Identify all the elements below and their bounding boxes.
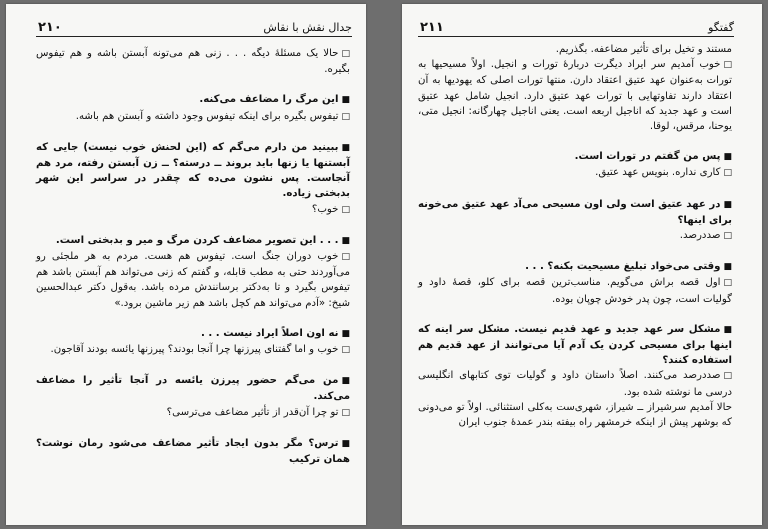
- paragraph-gap: [36, 311, 350, 326]
- paragraph-text: ببینید من دارم می‌گم که (این لحنش خوب نیست) جایی که آبستنها یا زنها باید بروند ــ درسته؟ ــ زن آبستن رفته، مرد هم آنجاست. پس نشون می‌ده که چقدر در سراسر این شهر بدبختی زیاده.: [36, 141, 350, 200]
- left-page: [6, 4, 366, 525]
- paragraph-text: در عهد عتیق است ولی اون مسیحی می‌آد عهد عتیق می‌خونه برای اینها؟: [418, 198, 732, 226]
- interviewer-question: [418, 322, 732, 369]
- right-page-header: [418, 16, 734, 37]
- right-page-number: ۲۱۱: [420, 20, 444, 35]
- paragraph-text: مستند و تخیل برای تأثیر مضاعفه. بگذریم.: [555, 44, 732, 55]
- paragraph-text: خوب دوران جنگ است. تیفوس هم هست. مردم به هر ملجئی رو می‌آوردند حتی به مطب قابله، و گفتم که زنی می‌تواند هم آبستن باشد هم تیفوس بگیرد و تا به‌دکتر برسانندش مرده باشد. به‌قول دکتر عبدالحسین شیخ: «آدم می‌تواند هم کچل باشد هم زیر ماشین برود.»: [36, 251, 350, 309]
- filled-square-icon: ■: [341, 142, 350, 153]
- paragraph-gap: [36, 125, 350, 140]
- paragraph-text: کاری نداره. بنویس عهد عتیق.: [595, 167, 721, 179]
- paragraph-text: حالا یک مسئلهٔ دیگه . . . زنی هم می‌تونه آبستن باشه و هم تیفوس بگیره.: [36, 48, 350, 76]
- filled-square-icon: ■: [341, 376, 350, 387]
- filled-square-icon: ■: [723, 199, 732, 210]
- author-answer: [418, 228, 732, 244]
- author-answer: [36, 342, 350, 358]
- author-answer: [36, 405, 350, 421]
- paragraph-text: خوب و اما گفتنای پیرزنها چرا آنجا بودند؟ پیرزنها یائسه بودند آقاجون.: [50, 344, 339, 356]
- paragraph-gap: [418, 134, 732, 149]
- hollow-square-icon: □: [723, 231, 732, 242]
- filled-square-icon: ■: [341, 328, 350, 339]
- interviewer-question: [36, 92, 350, 108]
- paragraph-gap: [418, 182, 732, 197]
- filled-square-icon: ■: [341, 235, 350, 246]
- paragraph-text: پس من گفتم در تورات است.: [574, 151, 721, 163]
- hollow-square-icon: □: [341, 407, 350, 418]
- paragraph-text: نه اون اصلاً ایراد نیست . . .: [200, 327, 339, 339]
- paragraph-text: این مرگ را مضاعف می‌کنه.: [199, 94, 339, 106]
- filled-square-icon: ■: [341, 95, 350, 106]
- author-answer: [418, 57, 732, 134]
- paragraph-text: مشکل سر عهد جدید و عهد قدیم نیست. مشکل سر اینه که اینها برای مسیحی کردن یک آدم آیا می‌توانند از عهد قدیم هم استفاده کنند؟: [418, 323, 732, 367]
- paragraph-text: خوب؟: [311, 203, 339, 215]
- hollow-square-icon: □: [341, 345, 350, 356]
- author-answer: [418, 275, 732, 306]
- author-answer: [36, 202, 350, 218]
- paragraph-text: وقتی می‌خواد تبلیغ مسیحیت بکنه؟ . . .: [525, 261, 721, 273]
- continued-text: [418, 400, 732, 430]
- continued-text: [418, 42, 732, 57]
- left-page-header: [36, 16, 352, 37]
- paragraph-gap: [36, 421, 350, 436]
- right-page-text: [418, 42, 732, 521]
- author-answer: [36, 46, 350, 77]
- paragraph-text: من می‌گم حضور پیرزن یائسه در آنجا تأثیر را مضاعف می‌کند.: [36, 375, 350, 403]
- right-page-title: گفتگو: [708, 21, 734, 34]
- paragraph-text: تو چرا آن‌قدر از تأثیر مضاعف می‌ترسی؟: [166, 406, 339, 418]
- paragraph-gap: [36, 218, 350, 233]
- interviewer-question: [418, 197, 732, 228]
- paragraph-gap: [418, 307, 732, 322]
- hollow-square-icon: □: [341, 49, 350, 59]
- paragraph-text: اول قصه براش می‌گویم. مناسب‌ترین قصه برای کلو، قصهٔ داود و گولیات است، چون پدر خودش چوپان بوده.: [418, 277, 732, 305]
- paragraph-text: . . . این تصویر مضاعف کردن مرگ و میر و بدبختی است.: [55, 234, 339, 246]
- filled-square-icon: ■: [341, 438, 350, 449]
- interviewer-question: [36, 436, 350, 467]
- interviewer-question: [36, 140, 350, 202]
- hollow-square-icon: □: [341, 111, 350, 122]
- filled-square-icon: ■: [723, 152, 732, 163]
- interviewer-question: [36, 326, 350, 342]
- author-answer: [36, 109, 350, 125]
- paragraph-gap: [418, 244, 732, 259]
- hollow-square-icon: □: [341, 204, 350, 215]
- filled-square-icon: ■: [723, 262, 732, 273]
- hollow-square-icon: □: [723, 278, 732, 289]
- author-answer: [418, 368, 732, 399]
- interviewer-question: [418, 149, 732, 165]
- paragraph-text: حالا آمدیم سرشیراز ــ شیراز، شهری‌ست به‌کلی استثنائی. اولاً تو می‌دونی که بوشهر پیش از اینکه خرمشهر راه بیفته بندر عمدهٔ جنوب ایران: [418, 401, 732, 429]
- paragraph-gap: [36, 77, 350, 92]
- left-page-title: جدال نقش با نقاش: [263, 21, 352, 34]
- right-page: [402, 4, 762, 525]
- left-page-text: [36, 46, 350, 521]
- paragraph-text: صددرصد می‌کنند. اصلاً داستان داود و گولیات توی کتابهای انگلیسی درسی ما نوشته شده بود.: [418, 370, 732, 398]
- interviewer-question: [418, 259, 732, 275]
- paragraph-text: صددرصد.: [679, 230, 721, 242]
- author-answer: [36, 249, 350, 311]
- hollow-square-icon: □: [723, 168, 732, 179]
- paragraph-gap: [36, 358, 350, 373]
- interviewer-question: [36, 233, 350, 249]
- filled-square-icon: ■: [723, 324, 732, 335]
- paragraph-text: تیفوس بگیره برای اینکه تیفوس وجود داشته و آبستن هم باشه.: [75, 110, 339, 122]
- interviewer-question: [36, 373, 350, 404]
- paragraph-text: ترس؟ مگر بدون ایجاد تأثیر مضاعف می‌شود رمان نوشت؟ همان ترکیب: [36, 437, 350, 466]
- hollow-square-icon: □: [723, 60, 732, 71]
- hollow-square-icon: □: [723, 371, 732, 382]
- paragraph-text: خوب آمدیم سر ایراد دیگرت دربارهٔ تورات و انجیل. اولاً مسیحیها به تورات به‌عنوان عهد عتیق اعتقاد دارن. منتها تورات اصلی که یهودیها به آن اعتقاد دارند تفاوتهایی با تورات عهد عتیق دارد. انجیل شامل عهد عتیق است و عهد جدید که اناجیل اربعه است. یعنی اناجیل چهارگانه: انجیل متی، یوحنا، مرقس، لوقا.: [418, 59, 732, 133]
- author-answer: [418, 165, 732, 181]
- left-page-number: ۲۱۰: [38, 20, 62, 35]
- hollow-square-icon: □: [341, 252, 350, 263]
